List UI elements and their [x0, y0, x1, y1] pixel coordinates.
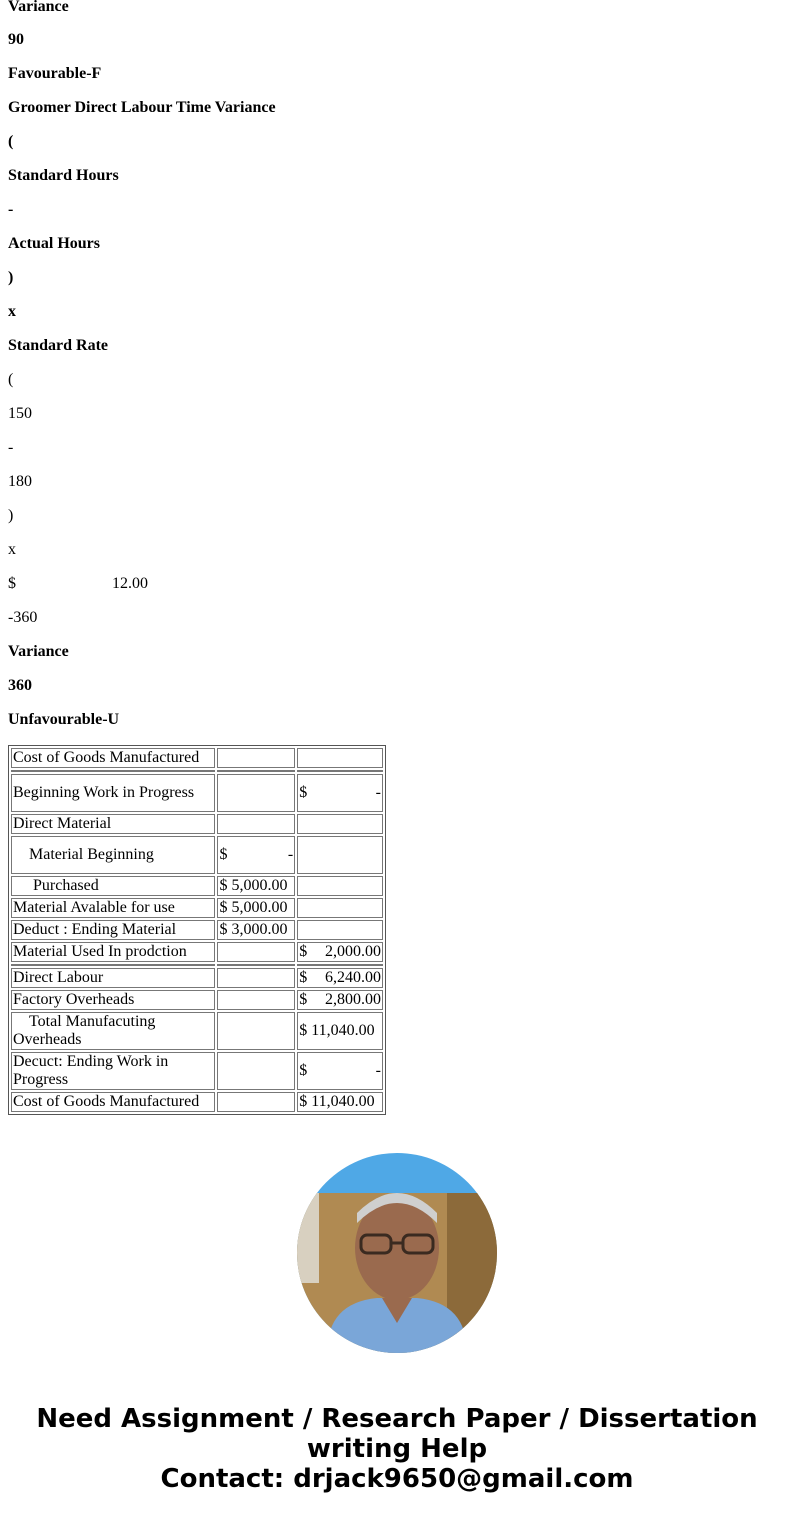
row-label: Cost of Goods Manufactured — [11, 1092, 215, 1112]
values-times: x — [8, 541, 16, 558]
variance-title: Groomer Direct Labour Time Variance — [8, 99, 276, 116]
table-row — [11, 898, 383, 918]
table-row — [11, 836, 383, 874]
formula-actual-hours: Actual Hours — [8, 235, 100, 252]
amount-cell: $ 5,000.00 — [217, 898, 295, 918]
formula-close-paren: ) — [8, 269, 14, 286]
rate-amount: 12.00 — [112, 575, 148, 592]
formula-standard-hours: Standard Hours — [8, 167, 119, 184]
variance-computed: -360 — [8, 609, 38, 626]
table-row — [11, 774, 383, 812]
variance-label: Variance — [8, 643, 69, 660]
row-label: Total Manufacuting Overheads — [13, 1013, 156, 1048]
table-row — [11, 920, 383, 940]
row-label: Deduct : Ending Material — [11, 920, 215, 940]
values-open-paren: ( — [8, 371, 14, 388]
contact-line: Contact: drjack9650@gmail.com — [160, 1464, 634, 1494]
amount-cell: $ 11,040.00 — [297, 1012, 383, 1050]
table-row — [11, 1012, 383, 1050]
amount-cell: $ 5,000.00 — [217, 876, 295, 896]
prev-variance-label: Variance — [8, 0, 69, 15]
avatar — [297, 1153, 497, 1353]
formula-standard-rate: Standard Rate — [8, 337, 109, 354]
row-label: Beginning Work in Progress — [11, 774, 215, 812]
table-row — [11, 990, 383, 1010]
table-row — [11, 814, 383, 834]
row-label: Material Avalable for use — [11, 898, 215, 918]
values-minus: - — [8, 439, 14, 456]
row-label: Direct Labour — [11, 968, 215, 988]
amount-cell: $ - — [299, 784, 381, 801]
variance-result: Unfavourable-U — [8, 711, 120, 728]
table-row — [11, 942, 383, 962]
table-row — [11, 1092, 383, 1112]
table-row — [11, 876, 383, 896]
value-standard-rate — [8, 575, 208, 593]
formula-times: x — [8, 303, 16, 320]
row-label: Direct Material — [11, 814, 215, 834]
row-label: Cost of Goods Manufactured — [11, 748, 215, 768]
prev-variance-result: Favourable-F — [8, 65, 102, 82]
tutor-photo — [297, 1153, 497, 1353]
row-label: Factory Overheads — [11, 990, 215, 1010]
value-actual-hours: 180 — [8, 473, 32, 490]
amount-cell: $ 3,000.00 — [217, 920, 295, 940]
variance-value: 360 — [8, 677, 32, 694]
table-row — [11, 1052, 383, 1090]
formula-minus: - — [8, 201, 14, 218]
row-label: Decuct: Ending Work in Progress — [11, 1052, 215, 1090]
table-row — [11, 748, 383, 768]
amount-cell: $ 2,800.00 — [299, 991, 381, 1008]
cogm-table — [8, 745, 386, 1115]
table-row — [11, 968, 383, 988]
amount-cell: $ 2,000.00 — [299, 943, 381, 960]
promo-footer — [0, 1404, 794, 1494]
values-close-paren: ) — [8, 507, 14, 524]
value-standard-hours: 150 — [8, 405, 32, 422]
amount-cell: $ 11,040.00 — [297, 1092, 383, 1112]
row-label: Purchased — [33, 877, 99, 894]
amount-cell: $ 6,240.00 — [299, 969, 381, 986]
prev-variance-value: 90 — [8, 31, 24, 48]
amount-cell: $ - — [299, 1062, 381, 1079]
row-label: Material Beginning — [29, 846, 154, 863]
rate-currency: $ — [8, 575, 16, 592]
promo-line: Need Assignment / Research Paper / Dissertation writing Help — [36, 1404, 758, 1464]
formula-open-paren: ( — [8, 133, 14, 150]
amount-cell: $ - — [219, 846, 294, 863]
row-label: Material Used In prodction — [11, 942, 215, 962]
